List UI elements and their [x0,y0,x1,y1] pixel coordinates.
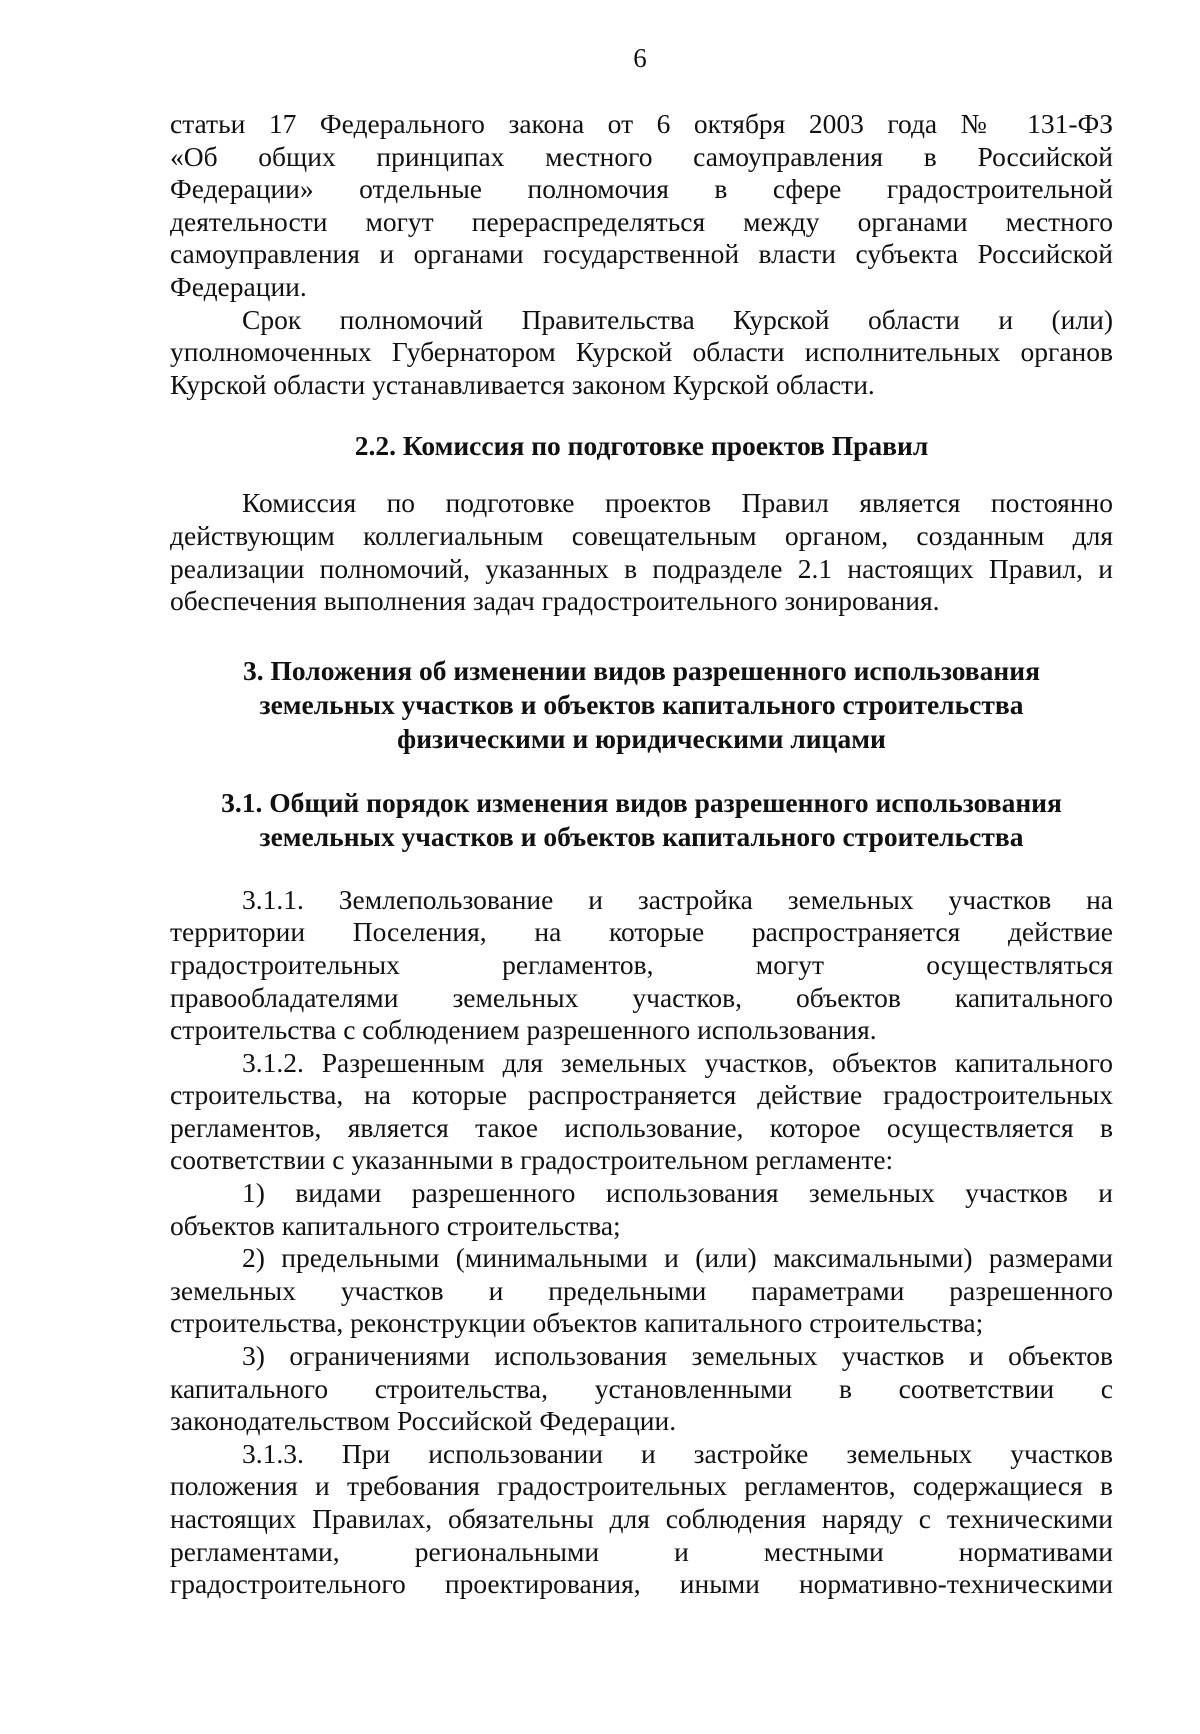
text-line: реализации полномочий, указанных в подразделе 2.1 настоящих Правил, и [170,552,1113,584]
text-line: 3) ограничениями использования земельных участков и объектов [242,1340,1113,1372]
document-body [170,108,1113,1601]
text-line: 3.1.1. Землепользование и застройка земельных участков на [242,883,1113,915]
text-line: земельных участков и предельными параметрами разрешенного [170,1274,1113,1306]
text-line: градостроительного проектирования, иными нормативно-техническими [170,1568,1113,1600]
text-line: градостроительных регламентов, могут осуществляться [170,948,1113,980]
text-line: Федерации. [170,270,307,302]
text-line: положения и требования градостроительных регламентов, содержащиеся в [170,1470,1113,1502]
list-item-2 [170,1242,1113,1340]
text-line: деятельности могут перераспределяться между органами местного [170,205,1113,237]
heading-line: 2.2. Комиссия по подготовке проектов Правил [354,430,929,462]
text-line: регламентов, является такое использование, которое осуществляется в [170,1111,1113,1143]
heading-line: 3. Положения об изменении видов разрешенного использования [243,654,1040,686]
section-heading-2-2 [170,429,1113,463]
text-line: территории Поселения, на которые распространяется действие [170,916,1113,948]
text-line: строительства, на которые распространяется действие градостроительных [170,1079,1113,1111]
text-line: «Об общих принципах местного самоуправления в Российской [170,140,1113,172]
text-line: обеспечения выполнения задач градостроительного зонирования. [170,585,940,617]
text-line: Курской области устанавливается законом Курской области. [170,368,875,400]
text-line: объектов капитального строительства; [170,1209,621,1241]
text-line: соответствии с указанными в градостроительном регламенте: [170,1144,894,1176]
paragraph-3-1-1 [170,884,1113,1047]
text-line: капитального строительства, установленными в соответствии с [170,1372,1113,1404]
text-line: регламентами, региональными и местными нормативами [170,1535,1113,1567]
section-heading-3 [170,654,1113,756]
paragraph-3-1-2 [170,1047,1113,1177]
list-item-3 [170,1340,1113,1438]
text-line: Комиссия по подготовке проектов Правил является постоянно [242,487,1113,519]
page-number: 6 [633,43,647,73]
text-line: правообладателями земельных участков, объектов капитального [170,981,1113,1013]
text-line: строительства с соблюдением разрешенного использования. [170,1014,877,1046]
heading-line: физическими и юридическими лицами [397,722,886,754]
text-line: 3.1.2. Разрешенным для земельных участков, объектов капитального [242,1046,1113,1078]
heading-line: 3.1. Общий порядок изменения видов разрешенного использования [221,786,1062,818]
text-line: Срок полномочий Правительства Курской области и (или) [242,303,1113,335]
paragraph-art17-continuation [170,108,1113,304]
text-line: действующим коллегиальным совещательным органом, созданным для [170,519,1113,551]
text-line: 1) видами разрешенного использования земельных участков и [242,1177,1113,1209]
text-line: Федерации» отдельные полномочия в сфере градостроительной [170,173,1113,205]
text-line: самоуправления и органами государственной власти субъекта Российской [170,238,1113,270]
text-line: 2) предельными (минимальными и (или) максимальными) размерами [242,1242,1113,1274]
heading-line: земельных участков и объектов капитального строительства [259,820,1024,852]
text-line: строительства, реконструкции объектов капитального строительства; [170,1307,984,1339]
text-line: 3.1.3. При использовании и застройке земельных участков [242,1437,1113,1469]
section-heading-3-1 [170,786,1113,854]
list-item-1 [170,1177,1113,1242]
text-line: настоящих Правилах, обязательны для соблюдения наряду с техническими [170,1503,1113,1534]
paragraph-commission [170,487,1113,617]
text-line: статьи 17 Федерального закона от 6 октября 2003 года № 131-ФЗ [170,108,1113,139]
paragraph-term-of-powers [170,304,1113,402]
paragraph-3-1-3 [170,1438,1113,1601]
text-line: законодательством Российской Федерации. [170,1405,677,1437]
heading-line: земельных участков и объектов капитального строительства [259,688,1024,720]
text-line: уполномоченных Губернатором Курской области исполнительных органов [170,336,1113,368]
